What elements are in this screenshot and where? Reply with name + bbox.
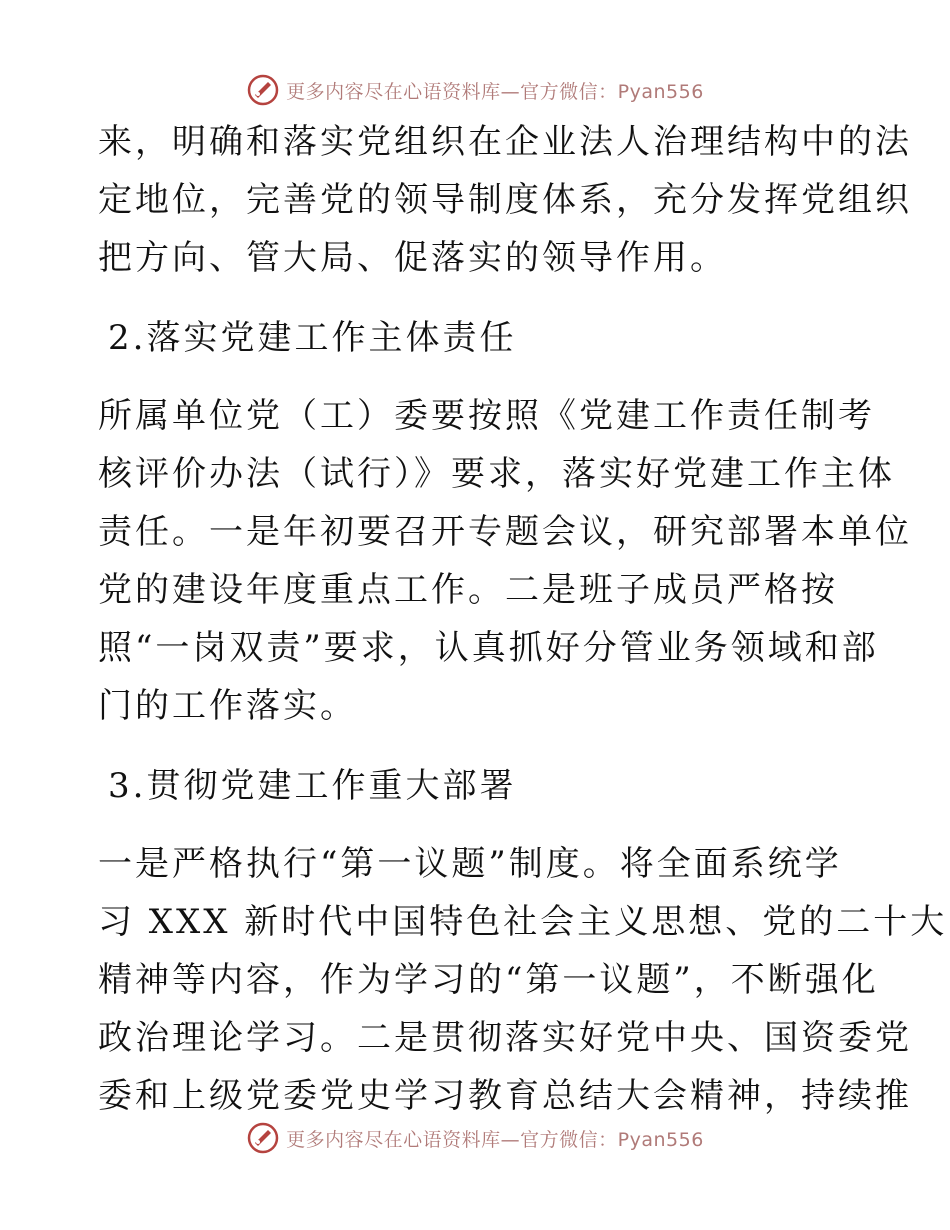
seal-logo-icon <box>246 73 280 107</box>
watermark-text: 更多内容尽在心语资料库—官方微信：Pyan556 <box>286 80 704 103</box>
text-line: 定地位，完善党的领导制度体系，充分发挥党组织 <box>98 180 912 220</box>
text-line: 来，明确和落实党组织在企业法人治理结构中的法 <box>98 122 912 162</box>
text-line: 习 XXX 新时代中国特色社会主义思想、党的二十大 <box>98 902 948 942</box>
text-line: 照“一岗双责”要求，认真抓好分管业务领域和部 <box>98 628 879 668</box>
seal-logo-icon <box>246 1121 280 1155</box>
header-watermark <box>0 70 950 110</box>
text-line: 一是严格执行“第一议题”制度。将全面系统学 <box>98 844 842 884</box>
paragraph-2 <box>98 387 912 735</box>
document-body <box>98 113 948 1125</box>
watermark-text: 更多内容尽在心语资料库—官方微信：Pyan556 <box>286 1128 704 1151</box>
text-line: 委和上级党委党史学习教育总结大会精神，持续推 <box>98 1076 912 1116</box>
text-line: 门的工作落实。 <box>98 686 357 726</box>
footer-watermark <box>0 1118 950 1158</box>
text-line: 所属单位党（工）委要按照《党建工作责任制考 <box>98 396 875 436</box>
text-line: 责任。一是年初要召开专题会议，研究部署本单位 <box>98 512 912 552</box>
text-line: 把方向、管大局、促落实的领导作用。 <box>98 238 727 278</box>
text-line: 政治理论学习。二是贯彻落实好党中央、国资委党 <box>98 1018 912 1058</box>
paragraph-1 <box>98 113 912 287</box>
text-line: 党的建设年度重点工作。二是班子成员严格按 <box>98 570 838 610</box>
paragraph-3 <box>98 835 948 1125</box>
text-line: 精神等内容，作为学习的“第一议题”，不断强化 <box>98 960 879 1000</box>
section-heading-3: 3.贯彻党建工作重大部署 <box>108 766 517 806</box>
section-heading-2: 2.落实党建工作主体责任 <box>108 318 517 358</box>
text-line: 核评价办法（试行）》要求，落实好党建工作主体 <box>98 454 895 494</box>
